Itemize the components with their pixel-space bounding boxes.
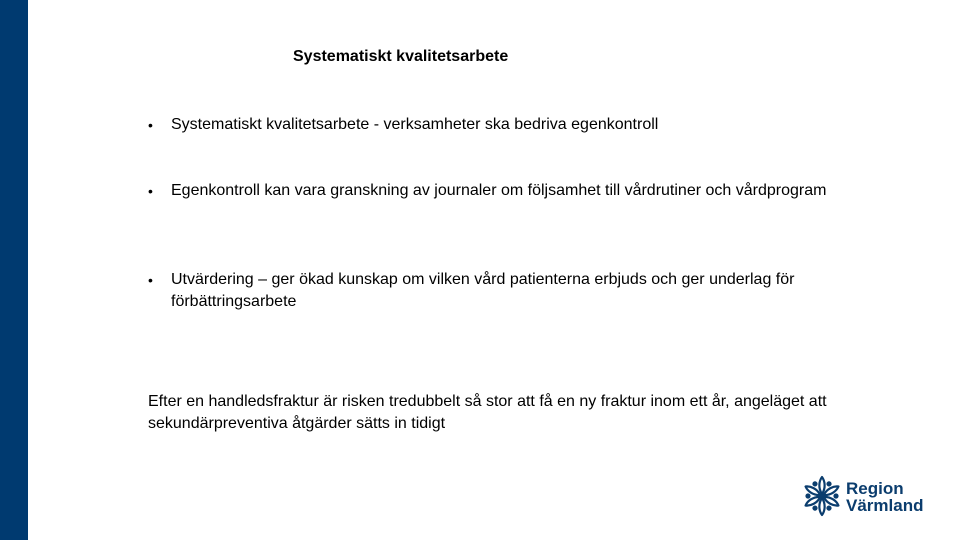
summary-paragraph: Efter en handledsfraktur är risken tredubbelt så stor att få en ny fraktur inom ett år, angeläget att sekundärpreventiva åtgärder sätts in tidigt — [148, 393, 827, 432]
bullet-item — [148, 269, 838, 313]
bullet-text: Systematiskt kvalitetsarbete - verksamheter ska bedriva egenkontroll — [171, 116, 659, 133]
bullet-item — [148, 114, 838, 136]
left-accent-bar — [0, 0, 28, 540]
bullet-marker: • — [148, 117, 153, 133]
bullet-marker: • — [148, 272, 153, 288]
region-varmland-logo — [800, 474, 940, 520]
bullet-item — [148, 180, 838, 202]
logo-wordmark — [846, 480, 923, 514]
bullet-marker: • — [148, 183, 153, 199]
slide-title: Systematiskt kvalitetsarbete — [293, 48, 509, 65]
star-flower-icon — [800, 474, 844, 518]
logo-line-region: Region — [846, 479, 904, 498]
logo-line-varmland: Värmland — [846, 496, 924, 515]
bullet-text: Egenkontroll kan vara granskning av journaler om följsamhet till vårdrutiner och vårdprogram — [171, 182, 827, 199]
bullet-text: Utvärdering – ger ökad kunskap om vilken vård patienterna erbjuds och ger underlag för förbättringsarbete — [171, 271, 795, 310]
